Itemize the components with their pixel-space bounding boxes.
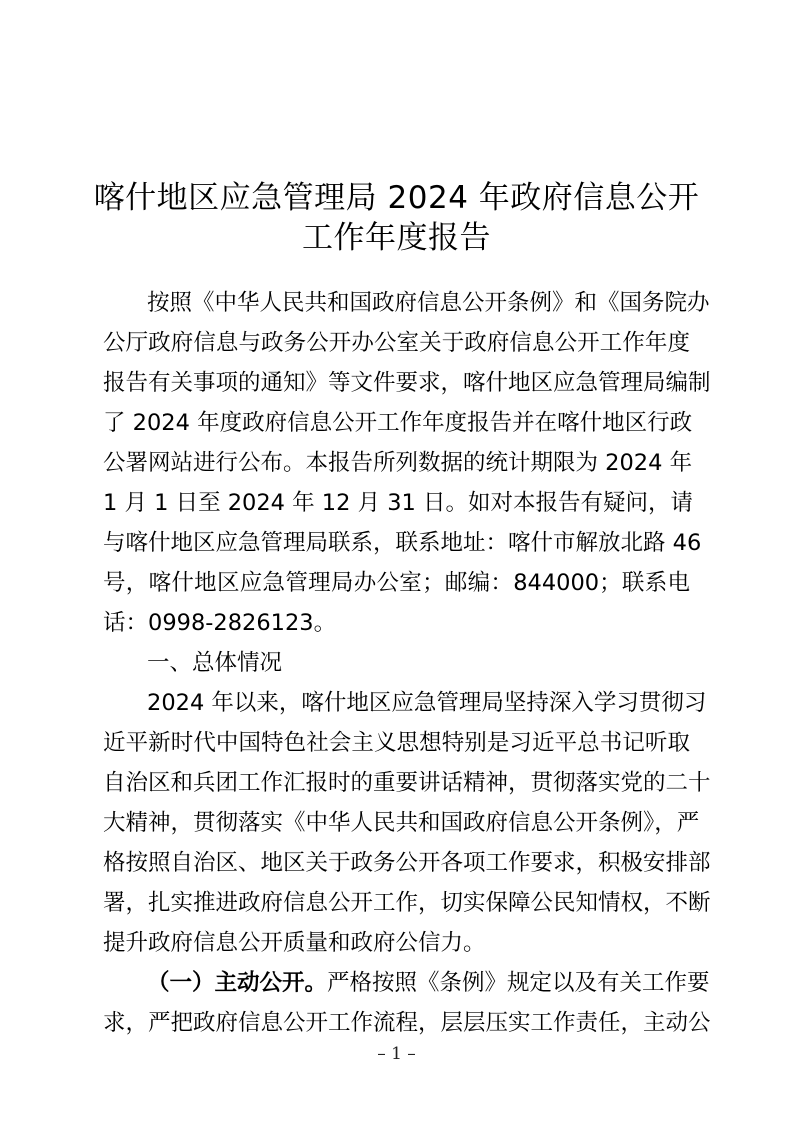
intro-line: 话：0998-2826123。	[103, 610, 337, 636]
section-line: 2024 年以来，喀什地区应急管理局坚持深入学习贯彻习	[147, 690, 707, 716]
section-line: 自治区和兵团工作汇报时的重要讲话精神，贯彻落实党的二十	[103, 770, 711, 796]
section-heading: 一、总体情况	[147, 650, 283, 676]
intro-line: 报告有关事项的通知》等文件要求，喀什地区应急管理局编制	[103, 370, 711, 396]
section-line: 署，扎实推进政府信息公开工作，切实保障公民知情权，不断	[103, 890, 711, 916]
intro-line: 与喀什地区应急管理局联系，联系地址：喀什市解放北路 46	[103, 530, 702, 556]
section-line: 提升政府信息公开质量和政府公信力。	[103, 930, 486, 956]
section-line: 近平新时代中国特色社会主义思想特别是习近平总书记听取	[103, 730, 690, 756]
page-number: – 1 –	[377, 1044, 416, 1064]
section-line: 格按照自治区、地区关于政务公开各项工作要求，积极安排部	[103, 850, 711, 876]
subsection-line: 求，严把政府信息公开工作流程，层层压实工作责任，主动公	[103, 1010, 711, 1036]
intro-line: 公署网站进行公布。本报告所列数据的统计期限为 2024 年	[103, 450, 693, 476]
section-line: 大精神，贯彻落实《中华人民共和国政府信息公开条例》，严	[103, 810, 700, 836]
intro-line: 按照《中华人民共和国政府信息公开条例》和《国务院办	[147, 290, 710, 316]
intro-line: 了 2024 年度政府信息公开工作年度报告并在喀什地区行政	[103, 410, 693, 436]
subsection-first-line	[147, 970, 710, 996]
document-title-line-2: 工作年度报告	[302, 220, 491, 256]
document-title-line-1: 喀什地区应急管理局 2024 年政府信息公开	[93, 180, 700, 216]
intro-line: 公厅政府信息与政务公开办公室关于政府信息公开工作年度	[103, 330, 690, 356]
intro-line: 1 月 1 日至 2024 年 12 月 31 日。如对本报告有疑问，请	[103, 490, 694, 516]
intro-line: 号，喀什地区应急管理局办公室；邮编：844000；联系电	[103, 570, 690, 596]
subsection-heading: （一）主动公开。	[147, 970, 328, 996]
subsection-text: 严格按照《条例》规定以及有关工作要	[327, 970, 710, 996]
